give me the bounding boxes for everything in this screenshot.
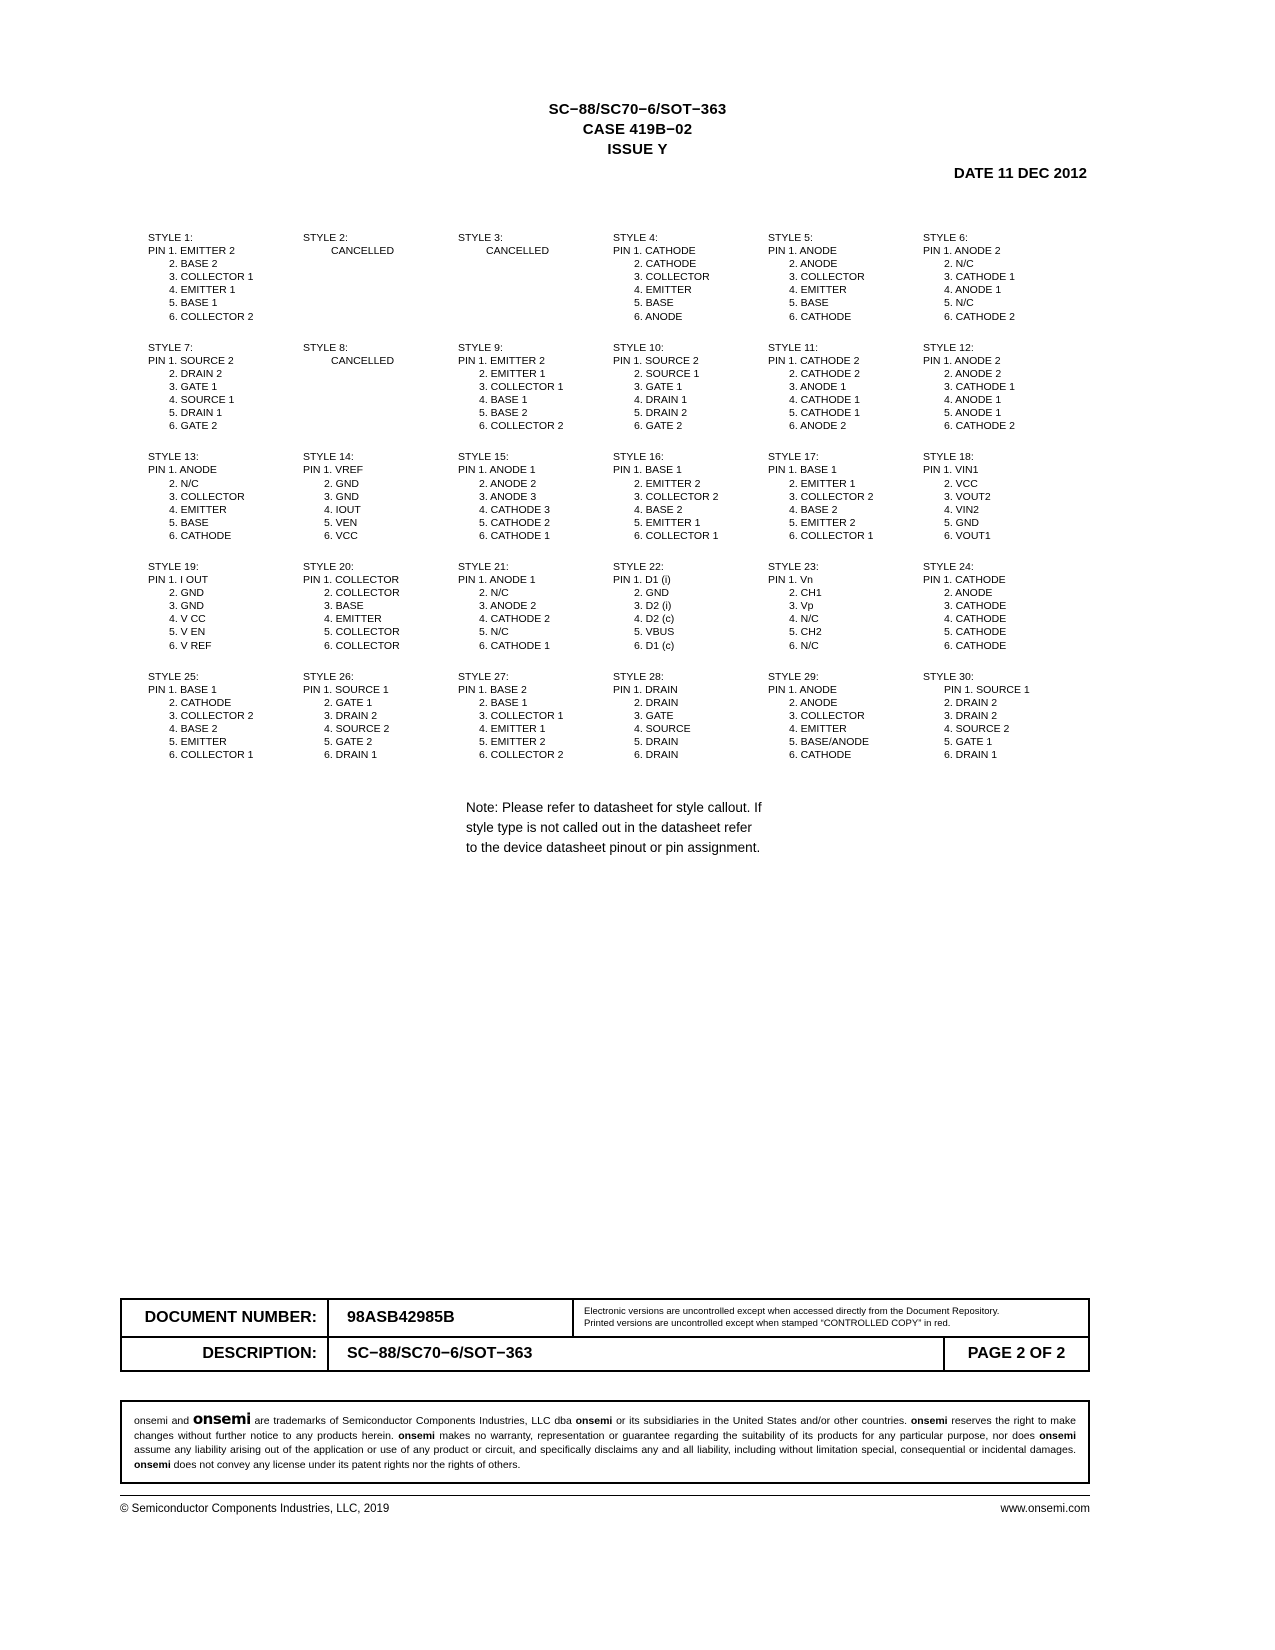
tm-brand-2: onsemi bbox=[575, 1415, 613, 1427]
pin-item: 2. EMITTER 1 bbox=[479, 367, 546, 380]
pin-item: 4. EMITTER 1 bbox=[169, 284, 236, 297]
pin-item: 4. EMITTER 1 bbox=[479, 723, 546, 735]
pin-item: 4. ANODE 1 bbox=[944, 394, 1002, 407]
pin-item: 6. COLLECTOR 1 bbox=[169, 749, 254, 762]
document-number-row bbox=[122, 1300, 1088, 1338]
style-entry bbox=[923, 232, 1078, 324]
pin-list bbox=[923, 464, 1078, 543]
pin-item: 4. SOURCE 2 bbox=[944, 723, 1010, 735]
pin-item: 5. DRAIN bbox=[634, 736, 679, 749]
style-title: STYLE 21: bbox=[458, 560, 509, 573]
pin-list bbox=[458, 684, 613, 763]
pin-item: 2. CATHODE bbox=[169, 696, 232, 709]
style-entry bbox=[923, 451, 1078, 543]
style-entry bbox=[148, 561, 303, 653]
pin-item: 4. VIN2 bbox=[944, 503, 980, 516]
pin-item: 3. GATE bbox=[634, 709, 674, 722]
style-title: STYLE 20: bbox=[303, 560, 354, 573]
pin-item: PIN 1. DRAIN bbox=[613, 683, 678, 696]
style-entry bbox=[613, 561, 768, 653]
pin-list bbox=[923, 684, 1078, 763]
style-entry bbox=[148, 451, 303, 543]
style-entry bbox=[458, 342, 613, 434]
pin-item: 3. Vp bbox=[789, 600, 814, 613]
style-entry bbox=[458, 451, 613, 543]
tm-text-3: or its subsidiaries in the United States and/or other countries. bbox=[612, 1415, 911, 1427]
pin-item: 5. ANODE 1 bbox=[944, 407, 1002, 420]
pin-item: 5. GND bbox=[944, 516, 980, 529]
pin-item: 2. GND bbox=[634, 587, 670, 600]
pin-item: 6. COLLECTOR 1 bbox=[789, 529, 874, 542]
pin-item: 5. CATHODE 2 bbox=[479, 516, 550, 529]
pin-item: 5. BASE 2 bbox=[479, 407, 528, 420]
pin-item: 2. N/C bbox=[944, 258, 974, 271]
pin-item: PIN 1. ANODE bbox=[768, 245, 837, 258]
style-title: STYLE 29: bbox=[768, 670, 819, 683]
pin-item: PIN 1. CATHODE bbox=[923, 574, 1006, 587]
style-entry bbox=[768, 451, 923, 543]
trademark-notice bbox=[120, 1400, 1090, 1484]
pin-list bbox=[613, 464, 768, 543]
pin-item: 5. VEN bbox=[324, 516, 358, 529]
pin-item: PIN 1. D1 (i) bbox=[613, 574, 671, 587]
pin-item: 4. IOUT bbox=[324, 503, 361, 516]
styles-row bbox=[148, 561, 1108, 653]
pin-item: 2. DRAIN 2 bbox=[944, 696, 998, 709]
style-entry bbox=[768, 671, 923, 763]
pin-list bbox=[613, 574, 768, 653]
pin-item: 2. DRAIN bbox=[634, 696, 679, 709]
website-link[interactable]: www.onsemi.com bbox=[1000, 1503, 1090, 1515]
pin-item: 3. COLLECTOR 1 bbox=[479, 709, 564, 722]
pin-item: 3. BASE bbox=[324, 600, 364, 613]
pin-item: 2. COLLECTOR bbox=[324, 587, 400, 600]
style-title: STYLE 6: bbox=[923, 232, 968, 244]
style-entry bbox=[303, 451, 458, 543]
pin-item: 5. CATHODE bbox=[944, 626, 1007, 639]
pin-item: PIN 1. EMITTER 2 bbox=[458, 354, 545, 367]
style-title: STYLE 10: bbox=[613, 341, 664, 354]
pin-item: 3. CATHODE 1 bbox=[944, 271, 1015, 284]
pin-item: 2. ANODE 2 bbox=[944, 367, 1002, 380]
style-title: STYLE 23: bbox=[768, 560, 819, 573]
styles-row bbox=[148, 451, 1108, 543]
pin-item: 6. CATHODE 2 bbox=[944, 420, 1015, 433]
styles-row bbox=[148, 342, 1108, 434]
style-title: STYLE 16: bbox=[613, 451, 664, 464]
pin-item: 4. BASE 2 bbox=[169, 723, 218, 735]
document-info-table bbox=[120, 1298, 1090, 1372]
pin-item: 5. BASE bbox=[634, 297, 674, 310]
pin-item: 5. N/C bbox=[479, 626, 509, 639]
pin-item: PIN 1. VIN1 bbox=[923, 464, 979, 477]
pin-item: 5. N/C bbox=[944, 297, 974, 310]
pin-list bbox=[768, 684, 923, 763]
style-title: STYLE 15: bbox=[458, 451, 509, 464]
pin-list bbox=[303, 464, 458, 543]
pin-item: 6. V REF bbox=[169, 639, 212, 652]
pin-list bbox=[458, 464, 613, 543]
pin-item: 3. COLLECTOR 1 bbox=[169, 271, 254, 284]
pin-item: 6. CATHODE bbox=[944, 639, 1007, 652]
pin-item: 3. VOUT2 bbox=[944, 490, 991, 503]
pin-item: 5. DRAIN 1 bbox=[169, 407, 223, 420]
style-title: STYLE 22: bbox=[613, 560, 664, 573]
pin-list bbox=[148, 684, 303, 763]
pin-item: 6. ANODE bbox=[634, 310, 683, 323]
pin-item: PIN 1. ANODE 1 bbox=[458, 464, 536, 477]
electronic-version-note-line1: Electronic versions are uncontrolled except when accessed directly from the Document Repository. bbox=[584, 1306, 1000, 1317]
styles-row bbox=[148, 671, 1108, 763]
pin-item: 6. N/C bbox=[789, 639, 819, 652]
pin-item: 5. BASE/ANODE bbox=[789, 736, 869, 749]
tm-text-5: makes no warranty, representation or guarantee regarding the suitability of its products for any particular purpose, nor does bbox=[434, 1429, 1040, 1442]
pin-item: 2. ANODE bbox=[944, 587, 993, 600]
pin-item: 4. BASE 1 bbox=[479, 394, 528, 407]
pin-item: PIN 1. SOURCE 1 bbox=[303, 683, 389, 696]
pin-item: PIN 1. ANODE 1 bbox=[458, 574, 536, 587]
style-entry bbox=[613, 342, 768, 434]
header-case: CASE 419B−02 bbox=[582, 121, 693, 138]
pin-item: 3. COLLECTOR bbox=[789, 709, 865, 722]
style-entry bbox=[458, 561, 613, 653]
style-entry bbox=[458, 671, 613, 763]
style-entry bbox=[768, 342, 923, 434]
footer-divider bbox=[120, 1495, 1090, 1496]
pin-item: PIN 1. CATHODE bbox=[613, 245, 696, 258]
pin-item: 4. EMITTER bbox=[789, 284, 847, 297]
pin-item: 4. D2 (c) bbox=[634, 613, 675, 626]
pin-item: 6. COLLECTOR 2 bbox=[169, 310, 254, 323]
style-callout-note: Note: Please refer to datasheet for style callout. If style type is not called out in the datasheet refer to the device datasheet pinout or pin assignment. bbox=[466, 800, 762, 855]
pin-item: 3. DRAIN 2 bbox=[944, 709, 998, 722]
style-title: STYLE 1: bbox=[148, 232, 193, 244]
tm-text-7: does not convey any license under its patent rights nor the rights of others. bbox=[170, 1458, 521, 1471]
pin-item: 4. CATHODE 2 bbox=[479, 613, 550, 626]
pin-item: 4. CATHODE 1 bbox=[789, 394, 860, 407]
pin-item: 4. N/C bbox=[789, 613, 819, 626]
pin-item: PIN 1. SOURCE 1 bbox=[944, 683, 1030, 696]
document-number-label: DOCUMENT NUMBER: bbox=[122, 1300, 329, 1336]
pin-item: 4. EMITTER bbox=[634, 284, 692, 297]
pin-item: 4. EMITTER bbox=[169, 503, 227, 516]
pin-item: PIN 1. ANODE 2 bbox=[923, 354, 1001, 367]
pin-item: 2. CATHODE bbox=[634, 258, 697, 271]
pin-item: PIN 1. I OUT bbox=[148, 574, 209, 587]
pin-item: 3. D2 (i) bbox=[634, 600, 672, 613]
pin-list bbox=[458, 355, 613, 434]
pin-item: 4. BASE 2 bbox=[634, 503, 683, 516]
pin-item: 4. ANODE 1 bbox=[944, 284, 1002, 297]
pin-item: 2. CH1 bbox=[789, 587, 822, 600]
pin-item: 5. GATE 1 bbox=[944, 736, 993, 749]
pin-item: 6. ANODE 2 bbox=[789, 420, 847, 433]
pin-list bbox=[923, 245, 1078, 324]
style-entry bbox=[148, 671, 303, 763]
pin-item: 5. DRAIN 2 bbox=[634, 407, 688, 420]
pin-item: 3. GATE 1 bbox=[634, 380, 683, 393]
pin-item: 6. GATE 2 bbox=[169, 420, 218, 433]
pin-item: 2. ANODE bbox=[789, 258, 838, 271]
pin-item: 4. CATHODE bbox=[944, 613, 1007, 626]
pin-item: 4. SOURCE bbox=[634, 723, 691, 735]
pin-item: 2. ANODE bbox=[789, 696, 838, 709]
style-entry bbox=[148, 232, 303, 324]
pin-item: PIN 1. EMITTER 2 bbox=[148, 245, 235, 258]
pin-list bbox=[613, 684, 768, 763]
pin-item: 4. SOURCE 1 bbox=[169, 394, 235, 407]
pin-item: 6. DRAIN 1 bbox=[944, 749, 998, 762]
style-title: STYLE 14: bbox=[303, 451, 354, 464]
style-title: STYLE 8: bbox=[303, 341, 348, 354]
pin-item: 3. GATE 1 bbox=[169, 380, 218, 393]
pin-item: 5. EMITTER 1 bbox=[634, 516, 701, 529]
description-row bbox=[122, 1338, 1088, 1370]
style-title: STYLE 11: bbox=[768, 341, 818, 354]
pin-item: 6. COLLECTOR bbox=[324, 639, 400, 652]
style-title: STYLE 13: bbox=[148, 451, 199, 464]
style-entry bbox=[303, 232, 458, 324]
style-title: STYLE 26: bbox=[303, 670, 354, 683]
pin-item: 2. GND bbox=[324, 477, 360, 490]
pin-item: 3. ANODE 1 bbox=[789, 380, 847, 393]
pin-item: 6. DRAIN bbox=[634, 749, 679, 762]
pin-item: 5. CH2 bbox=[789, 626, 822, 639]
pin-item: PIN 1. ANODE bbox=[768, 683, 837, 696]
style-cancelled: CANCELLED bbox=[331, 245, 395, 258]
pin-item: 6. COLLECTOR 1 bbox=[634, 529, 719, 542]
style-title: STYLE 17: bbox=[768, 451, 819, 464]
onsemi-logo: onsemi bbox=[192, 1410, 251, 1428]
pin-list bbox=[148, 464, 303, 543]
pin-item: 3. COLLECTOR bbox=[169, 490, 245, 503]
pin-item: PIN 1. ANODE 2 bbox=[923, 245, 1001, 258]
electronic-version-note-line2: Printed versions are uncontrolled except when stamped “CONTROLLED COPY” in red. bbox=[584, 1318, 951, 1329]
style-entry bbox=[923, 671, 1078, 763]
pin-item: PIN 1. COLLECTOR bbox=[303, 574, 400, 587]
electronic-version-note bbox=[574, 1300, 1088, 1336]
pin-list bbox=[768, 245, 923, 324]
pin-item: 3. DRAIN 2 bbox=[324, 709, 378, 722]
pin-item: 6. COLLECTOR 2 bbox=[479, 420, 564, 433]
pin-item: 2. BASE 1 bbox=[479, 696, 528, 709]
pin-item: PIN 1. Vn bbox=[768, 574, 813, 587]
pin-item: 5. EMITTER 2 bbox=[789, 516, 856, 529]
description-value: SC−88/SC70−6/SOT−363 bbox=[347, 1345, 533, 1362]
pin-item: 5. EMITTER bbox=[169, 736, 227, 749]
style-title: STYLE 19: bbox=[148, 560, 199, 573]
pin-item: 2. EMITTER 1 bbox=[789, 477, 856, 490]
pin-item: 6. CATHODE bbox=[789, 749, 852, 762]
style-cancelled: CANCELLED bbox=[486, 245, 550, 258]
pin-item: 6. VOUT1 bbox=[944, 529, 991, 542]
pin-item: 2. VCC bbox=[944, 477, 978, 490]
pin-item: 3. ANODE 3 bbox=[479, 490, 537, 503]
tm-brand-5: onsemi bbox=[1039, 1429, 1076, 1442]
pin-item: 6. GATE 2 bbox=[634, 420, 683, 433]
pin-item: PIN 1. BASE 1 bbox=[613, 464, 682, 477]
pin-item: 3. CATHODE 1 bbox=[944, 380, 1015, 393]
pin-item: 5. CATHODE 1 bbox=[789, 407, 860, 420]
pin-item: 2. BASE 2 bbox=[169, 258, 218, 271]
pin-item: 2. N/C bbox=[169, 477, 199, 490]
tm-text-6: assume any liability arising out of the application or use of any product or circuit, and specifically disclaims any and all liability, including without limitation special, consequential or incidental damages. bbox=[134, 1444, 1076, 1456]
pin-item: 6. VCC bbox=[324, 529, 358, 542]
pin-item: 4. DRAIN 1 bbox=[634, 394, 688, 407]
pin-item: 2. SOURCE 1 bbox=[634, 367, 700, 380]
pin-item: 4. EMITTER bbox=[324, 613, 382, 626]
pin-item: 4. SOURCE 2 bbox=[324, 723, 390, 735]
pin-item: 6. DRAIN 1 bbox=[324, 749, 378, 762]
pin-item: 3. GND bbox=[169, 600, 205, 613]
pin-item: 4. BASE 2 bbox=[789, 503, 838, 516]
pin-item: 2. DRAIN 2 bbox=[169, 367, 223, 380]
pin-item: 3. COLLECTOR 2 bbox=[169, 709, 254, 722]
tm-brand-1: onsemi bbox=[134, 1415, 168, 1427]
pin-item: 4. V CC bbox=[169, 613, 206, 626]
pin-item: PIN 1. BASE 1 bbox=[148, 683, 217, 696]
pin-list bbox=[923, 355, 1078, 434]
pin-item: 2. GATE 1 bbox=[324, 696, 373, 709]
pin-item: 3. COLLECTOR bbox=[634, 271, 710, 284]
pin-list bbox=[768, 574, 923, 653]
pin-list bbox=[768, 464, 923, 543]
style-title: STYLE 5: bbox=[768, 232, 813, 244]
pin-item: 2. GND bbox=[169, 587, 205, 600]
pin-item: 3. ANODE 2 bbox=[479, 600, 537, 613]
pin-list bbox=[148, 245, 303, 324]
style-title: STYLE 28: bbox=[613, 670, 664, 683]
style-title: STYLE 3: bbox=[458, 232, 503, 244]
pin-item: 5. VBUS bbox=[634, 626, 675, 639]
pin-item: 5. BASE bbox=[789, 297, 829, 310]
pin-item: PIN 1. BASE 2 bbox=[458, 683, 527, 696]
pin-item: 6. CATHODE bbox=[789, 310, 852, 323]
page-footer bbox=[120, 1503, 1090, 1515]
pin-item: 3. CATHODE bbox=[944, 600, 1007, 613]
tm-brand-4: onsemi bbox=[398, 1429, 435, 1442]
style-title: STYLE 4: bbox=[613, 232, 658, 244]
header-issue: ISSUE Y bbox=[607, 141, 668, 158]
pin-item: 2. N/C bbox=[479, 587, 509, 600]
pin-item: 5. V EN bbox=[169, 626, 206, 639]
style-cancelled: CANCELLED bbox=[331, 354, 395, 367]
pin-list bbox=[923, 574, 1078, 653]
pin-item: 2. CATHODE 2 bbox=[789, 367, 860, 380]
pin-item: 2. ANODE 2 bbox=[479, 477, 537, 490]
pin-item: 4. EMITTER bbox=[789, 723, 847, 735]
pin-item: PIN 1. CATHODE 2 bbox=[768, 354, 860, 367]
tm-brand-3: onsemi bbox=[910, 1415, 948, 1427]
style-title: STYLE 30: bbox=[923, 670, 974, 683]
pin-list bbox=[613, 245, 768, 324]
style-title: STYLE 27: bbox=[458, 670, 509, 683]
page-indicator: PAGE 2 OF 2 bbox=[943, 1338, 1088, 1370]
pin-item: 5. COLLECTOR bbox=[324, 626, 400, 639]
pin-item: PIN 1. VREF bbox=[303, 464, 364, 477]
style-title: STYLE 25: bbox=[148, 670, 199, 683]
style-entry bbox=[148, 342, 303, 434]
pin-item: 5. BASE bbox=[169, 516, 209, 529]
tm-brand-6: onsemi bbox=[134, 1458, 171, 1471]
styles-row bbox=[148, 232, 1108, 324]
pin-item: PIN 1. BASE 1 bbox=[768, 464, 837, 477]
pin-item: 6. COLLECTOR 2 bbox=[479, 749, 564, 762]
style-entry bbox=[923, 561, 1078, 653]
tm-text-1: and bbox=[167, 1415, 193, 1427]
document-number-value: 98ASB42985B bbox=[329, 1300, 574, 1336]
pin-item: PIN 1. SOURCE 2 bbox=[148, 354, 234, 367]
style-entry bbox=[768, 561, 923, 653]
pin-item: 5. GATE 2 bbox=[324, 736, 373, 749]
pin-list bbox=[148, 355, 303, 434]
style-entry bbox=[613, 671, 768, 763]
style-entry bbox=[613, 451, 768, 543]
styles-grid bbox=[148, 232, 1108, 780]
style-title: STYLE 2: bbox=[303, 232, 348, 244]
style-entry bbox=[613, 232, 768, 324]
style-title: STYLE 24: bbox=[923, 560, 974, 573]
header-title: SC−88/SC70−6/SOT−363 bbox=[548, 101, 727, 118]
pin-list bbox=[768, 355, 923, 434]
pin-item: 3. GND bbox=[324, 490, 360, 503]
tm-text-2: are trademarks of Semiconductor Components Industries, LLC dba bbox=[250, 1415, 576, 1427]
pin-item: 6. CATHODE bbox=[169, 529, 232, 542]
style-entry bbox=[303, 342, 458, 434]
pin-item: 3. COLLECTOR 2 bbox=[789, 490, 874, 503]
style-title: STYLE 9: bbox=[458, 341, 503, 354]
pin-item: 5. BASE 1 bbox=[169, 297, 218, 310]
pin-item: 4. CATHODE 3 bbox=[479, 503, 550, 516]
style-title: STYLE 12: bbox=[923, 341, 974, 354]
style-entry bbox=[303, 671, 458, 763]
copyright-text: © Semiconductor Components Industries, LLC, 2019 bbox=[120, 1503, 390, 1515]
style-entry bbox=[923, 342, 1078, 434]
pin-list bbox=[458, 574, 613, 653]
tm-text-4: reserves the right to make changes without further notice to any products herein. bbox=[134, 1415, 1076, 1442]
pin-item: 6. CATHODE 1 bbox=[479, 639, 550, 652]
pin-item: 3. COLLECTOR 2 bbox=[634, 490, 719, 503]
pin-item: 6. CATHODE 2 bbox=[944, 310, 1015, 323]
pin-item: 5. EMITTER 2 bbox=[479, 736, 546, 749]
style-entry bbox=[458, 232, 613, 324]
pin-list bbox=[303, 684, 458, 763]
header-date: DATE 11 DEC 2012 bbox=[953, 165, 1087, 182]
pin-list bbox=[613, 355, 768, 434]
pin-item: 2. EMITTER 2 bbox=[634, 477, 701, 490]
style-entry bbox=[768, 232, 923, 324]
description-label: DESCRIPTION: bbox=[122, 1338, 329, 1370]
pin-item: 6. CATHODE 1 bbox=[479, 529, 550, 542]
style-entry bbox=[303, 561, 458, 653]
pin-item: 3. COLLECTOR 1 bbox=[479, 380, 564, 393]
pin-list bbox=[148, 574, 303, 653]
pin-item: PIN 1. ANODE bbox=[148, 464, 217, 477]
pin-item: 3. COLLECTOR bbox=[789, 271, 865, 284]
style-title: STYLE 7: bbox=[148, 341, 193, 354]
pin-item: 6. D1 (c) bbox=[634, 639, 675, 652]
pin-list bbox=[303, 574, 458, 653]
style-title: STYLE 18: bbox=[923, 451, 974, 464]
page-header bbox=[0, 100, 1275, 160]
pin-item: PIN 1. SOURCE 2 bbox=[613, 354, 699, 367]
